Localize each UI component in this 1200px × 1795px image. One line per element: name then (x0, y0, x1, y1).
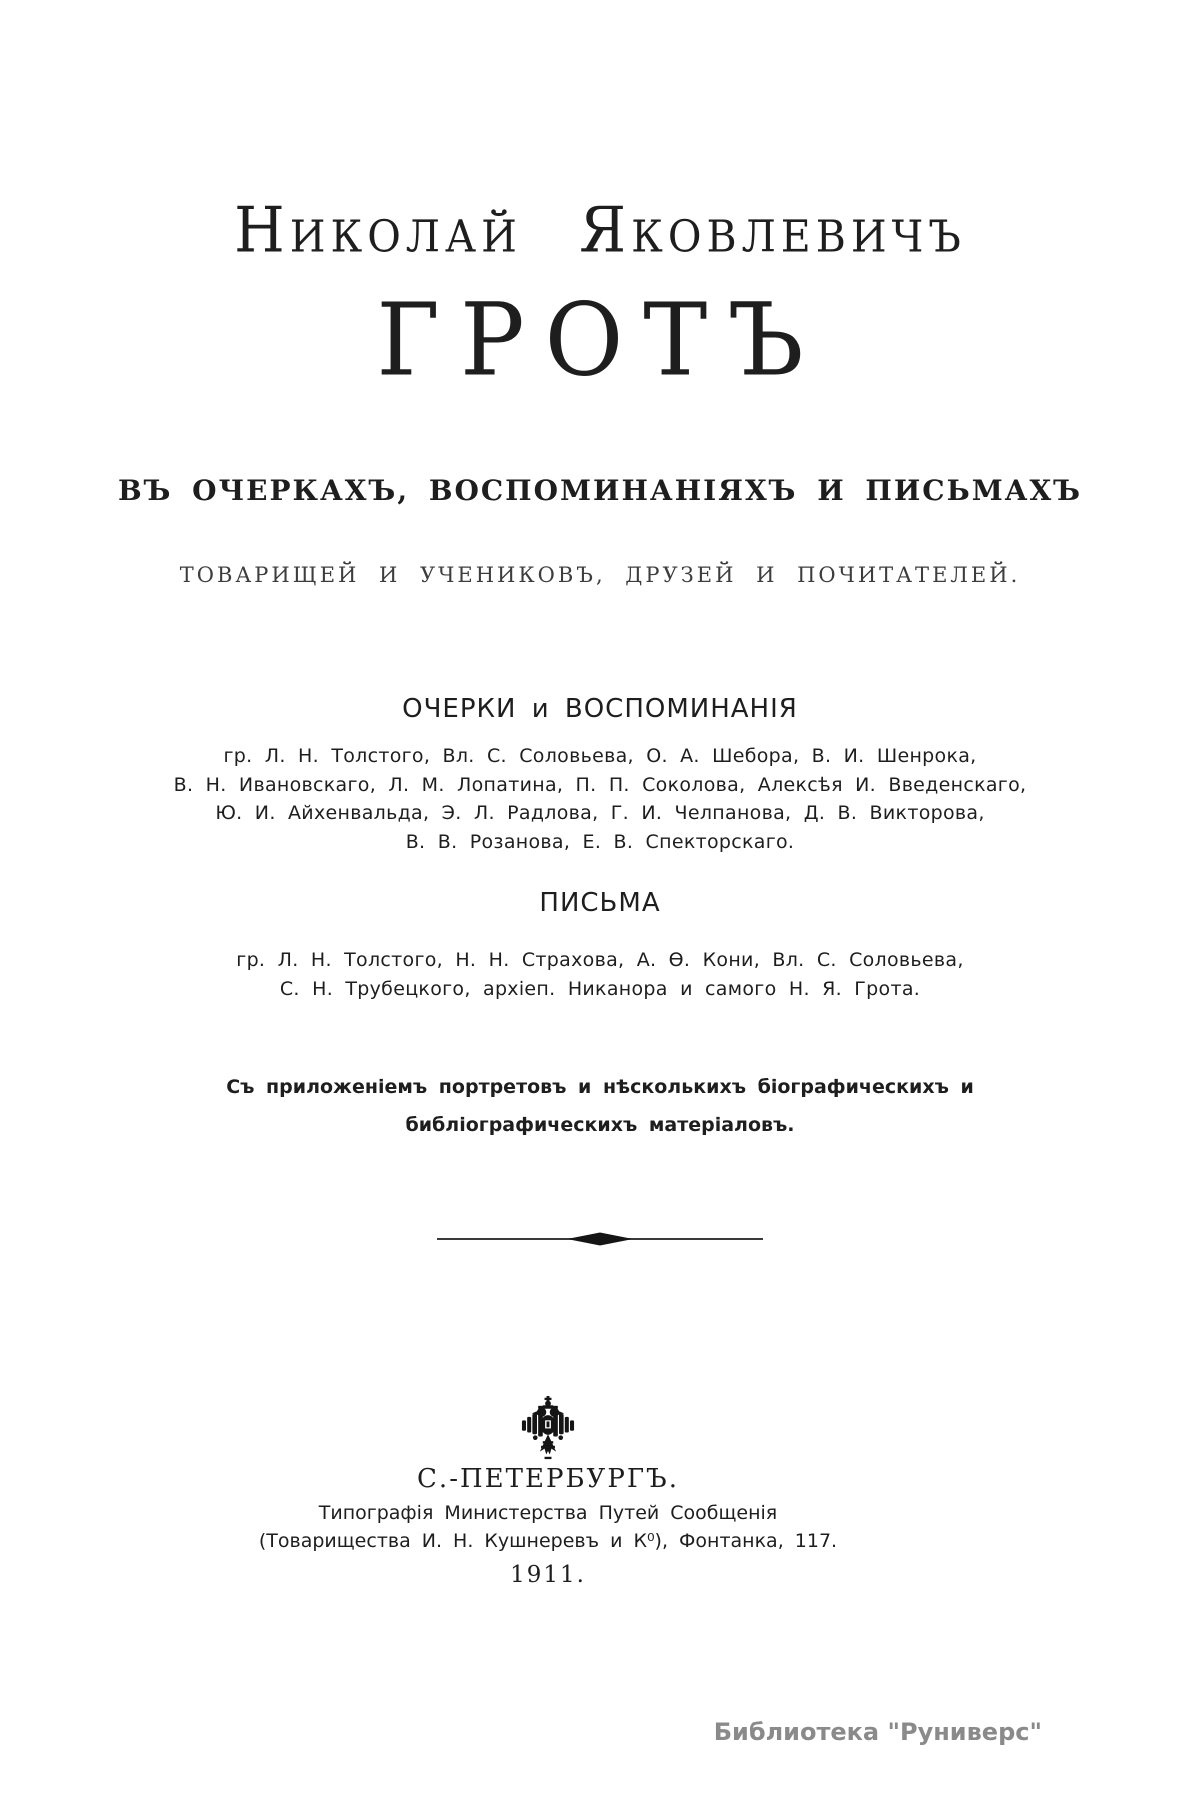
library-watermark: Библиотека "Руниверс" (713, 1718, 1042, 1746)
contributors-line: В. В. Розанова, Е. В. Спекторскаго. (405, 830, 795, 853)
essays-section-heading: ОЧЕРКИ и ВОСПОМИНАНІЯ (402, 694, 798, 724)
imprint-year: 1911. (510, 1562, 586, 1588)
rule-with-diamond-ornament (0, 1230, 1200, 1248)
letters-section-heading: ПИСЬМА (539, 888, 661, 918)
imperial-double-headed-eagle-icon (0, 1396, 1148, 1462)
letters-contributors-list (0, 946, 1200, 1003)
subtitle-main: ВЪ ОЧЕРКАХЪ, ВОСПОМИНАНІЯХЪ И ПИСЬМАХЪ (117, 474, 1082, 507)
contributors-line: В. Н. Ивановскаго, Л. М. Лопатина, П. П. Соколова, Алексѣя И. Введенскаго, (173, 773, 1027, 796)
page-title: ГРОТЪ (376, 281, 824, 399)
contributors-line: Ю. И. Айхенвальда, Э. Л. Радлова, Г. И. Челпанова, Д. В. Викторова, (215, 802, 985, 824)
contributors-line: гр. Л. Н. Толстого, Вл. С. Соловьева, О. А. Шебора, В. И. Шенрока, (223, 745, 977, 767)
contributors-line: С. Н. Трубецкого, архіеп. Никанора и самого Н. Я. Грота. (279, 977, 921, 1000)
appendix-note (0, 1068, 1200, 1144)
author-name-line: Николай Яковлевичъ (234, 193, 966, 267)
subtitle-secondary: ТОВАРИЩЕЙ И УЧЕНИКОВЪ, ДРУЗЕЙ И ПОЧИТАТЕЛЕЙ. (179, 563, 1021, 587)
appendix-note-line: Съ приложеніемъ портретовъ и нѣсколькихъ біографическихъ и (226, 1076, 974, 1098)
contributors-line: гр. Л. Н. Толстого, Н. Н. Страхова, А. Ѳ. Кони, Вл. С. Соловьева, (236, 949, 964, 971)
essays-contributors-list (0, 742, 1200, 856)
appendix-note-line: библіографическихъ матеріаловъ. (405, 1114, 795, 1136)
imprint-city: С.-ПЕТЕРБУРГЪ. (417, 1464, 679, 1494)
imprint-printer: Типографія Министерства Путей Сообщенія (318, 1502, 778, 1524)
imprint-publisher-address: (Товарищества И. Н. Кушнеревъ и К⁰), Фонтанка, 117. (258, 1530, 838, 1552)
